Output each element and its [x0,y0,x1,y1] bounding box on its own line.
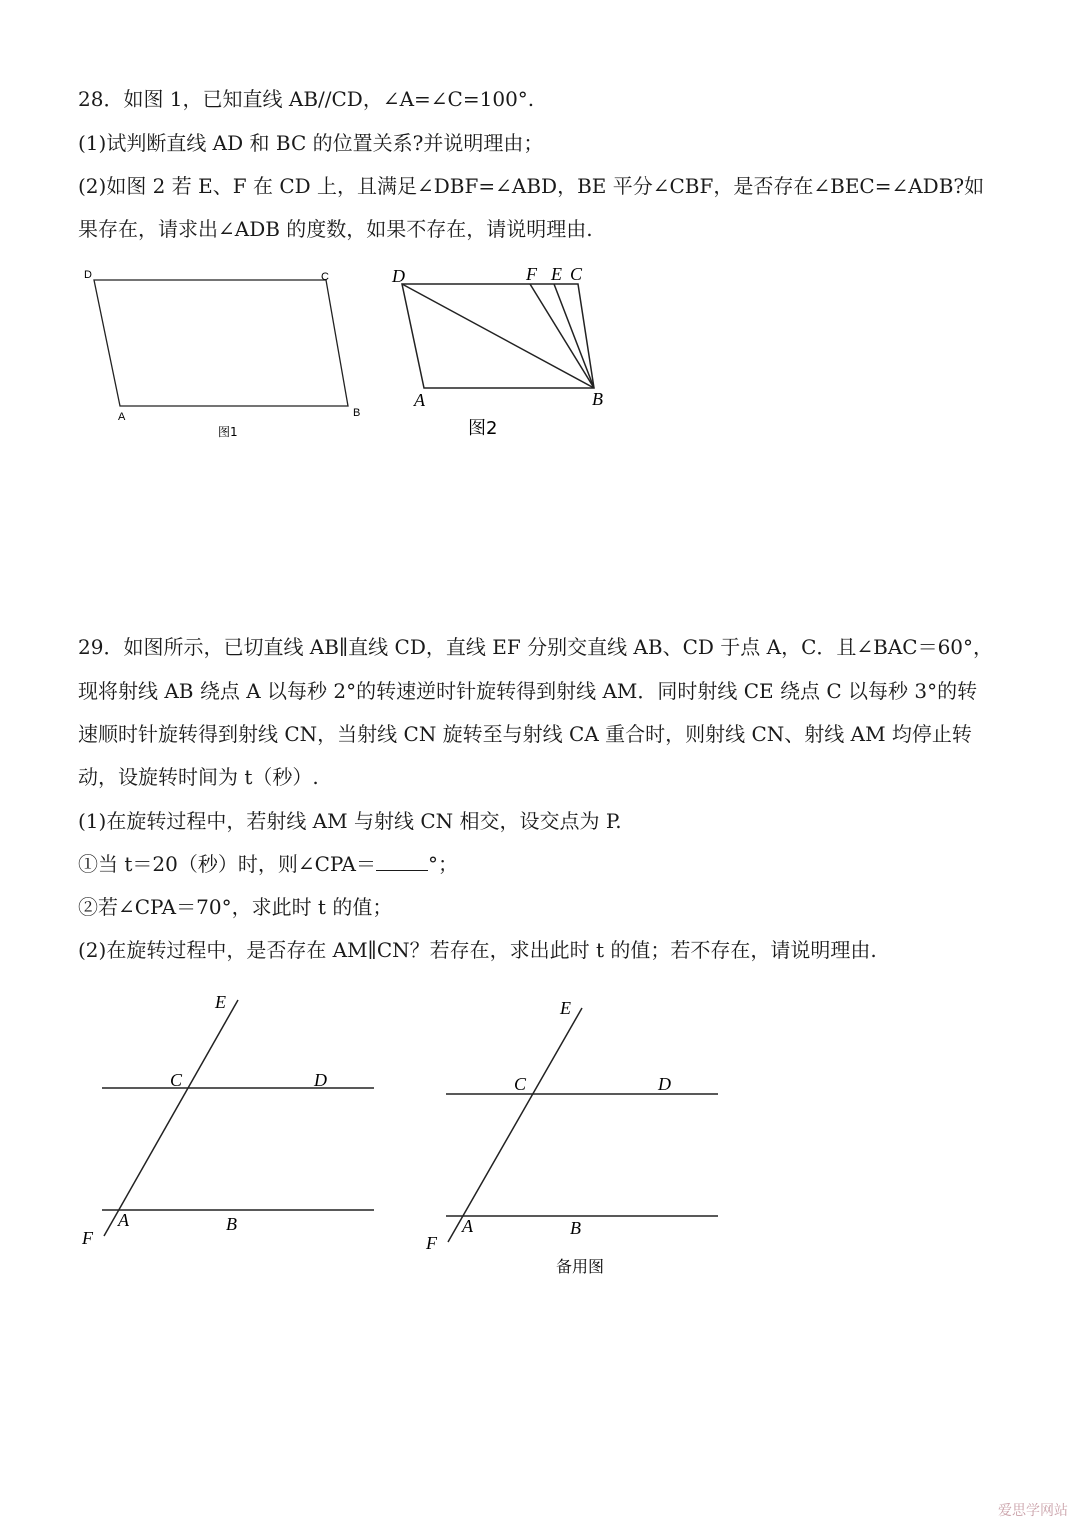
fig1-caption: 图1 [218,425,238,439]
line-ef-2 [448,1008,582,1242]
q28-line-1: 28．如图 1，已知直线 AB//CD，∠A=∠C=100°. [78,87,535,111]
fig2-label-d: D [392,266,405,286]
q29-part-1: (1)在旋转过程中，若射线 AM 与射线 CN 相交，设交点为 P. [78,809,622,833]
q29-line-2: 现将射线 AB 绕点 A 以每秒 2°的转速逆时针旋转得到射线 AM．同时射线 CE 绕点 C 以每秒 3°的转 [78,679,978,703]
q28-line-4: 果存在，请求出∠ADB 的度数，如果不存在，请说明理由. [78,217,593,241]
parallelogram-abcd [94,280,348,406]
figB-label-e: E [560,998,571,1018]
q28-line-2: (1)试判断直线 AD 和 BC 的位置关系?并说明理由； [78,131,544,155]
figA-label-e: E [215,992,226,1012]
q29-line-3: 速顺时针旋转得到射线 CN，当射线 CN 旋转至与射线 CA 重合时，则射线 CN、射线 AM 均停止转 [78,722,972,746]
q29-sub-2: ②若∠CPA＝70°，求此时 t 的值； [78,895,393,919]
figB-label-f: F [426,1233,437,1253]
figA-label-a: A [118,1210,129,1230]
q29-sub-1-text: ①当 t＝20（秒）时，则∠CPA＝ [78,852,376,876]
figA-label-f: F [82,1228,93,1248]
q29-part-2: (2)在旋转过程中，是否存在 AM∥CN？若存在，求出此时 t 的值；若不存在，请说明理由. [78,938,877,962]
q28-figure-1 [70,262,370,442]
line-ef [104,1000,238,1236]
fig1-label-a: A [118,411,126,423]
figA-label-b: B [226,1214,237,1234]
q29-line-1: 29．如图所示，已切直线 AB∥直线 CD，直线 EF 分别交直线 AB、CD 于点 A，C．且∠BAC＝60°， [78,635,994,659]
q29-sub-1 [78,851,458,877]
q28-line-3: (2)如图 2 若 E、F 在 CD 上，且满足∠DBF=∠ABD，BE 平分∠CBF，是否存在∠BEC=∠ADB?如 [78,174,985,198]
figB-caption: 备用图 [556,1257,605,1276]
figB-label-a: A [462,1216,473,1236]
q29-figure-main [76,990,396,1250]
figA-label-c: C [170,1070,183,1090]
q29-sub-1-suffix: °； [427,852,458,876]
fig2-label-f: F [526,264,537,284]
q29-figure-spare [422,994,742,1294]
fig1-label-d: D [84,269,92,281]
segment-bf [530,284,594,388]
figB-label-c: C [514,1074,527,1094]
q29-line-4: 动，设旋转时间为 t（秒）. [78,765,319,789]
figA-label-d: D [314,1070,327,1090]
fig2-caption: 图2 [468,418,498,439]
fig1-label-b: B [353,407,361,419]
segment-bd [402,284,594,388]
fig2-label-c: C [570,264,583,284]
figB-label-d: D [658,1074,671,1094]
segment-be [554,284,594,388]
answer-blank [376,852,428,871]
fig2-label-a: A [414,390,425,410]
fig2-label-e: E [551,264,562,284]
figB-label-b: B [570,1218,581,1238]
fig1-label-c: C [321,271,329,283]
fig2-label-b: B [592,389,603,409]
q28-figure-2 [386,262,646,442]
watermark: 爱思学网站 [998,1503,1068,1519]
